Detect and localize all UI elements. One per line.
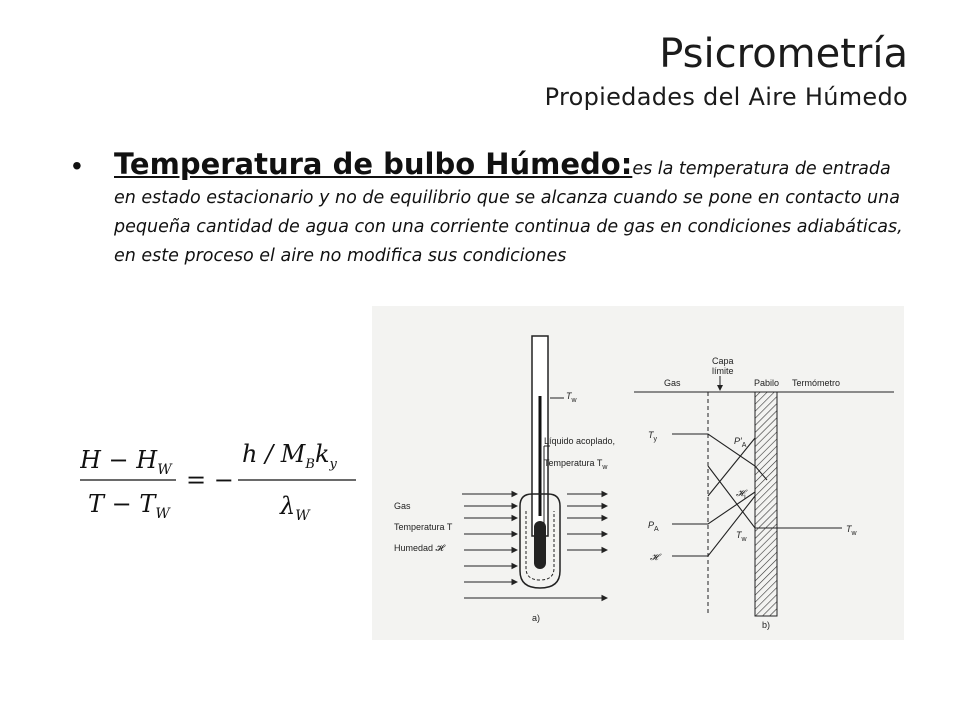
bullet-text [114,146,914,271]
label-tw-a: $T_w$ [566,391,577,404]
eq-lhs-denominator: $T - T_W$ [88,490,170,522]
label-capa: Capa [712,356,734,366]
bullet-dot-icon: • [72,150,82,181]
profile-pa-prime [708,438,755,496]
label-gas-a: Gas [394,501,411,511]
label-temp-t: Temperatura T [394,522,453,532]
label-pabilo: Pabilo [754,378,780,388]
wet-bulb-diagram [372,306,904,640]
eq-rhs-numerator: h / $M_Bk_y$ [242,440,337,472]
boundary-layer-diagram [634,376,894,616]
eq-rhs-denominator: $\lambda_W$ [280,492,310,524]
label-pa: $P_A$ [648,520,659,533]
label-termometro: Termómetro [792,378,841,388]
caption-a: a) [532,613,541,623]
title-subtitle: Propiedades del Aire Húmedo [544,83,908,111]
label-liquid: Líquido acoplado, [544,436,616,446]
wet-bulb-equation [80,436,360,526]
eq-equals: = − [186,466,234,494]
slide-title [545,30,908,112]
label-temp-tw: Temperatura $T_w$ [544,458,608,471]
thermometer-bulb [534,521,546,569]
eq-lhs-numerator: $H - H_W$ [80,446,172,478]
caption-b: b) [762,620,771,630]
label-tw-right: $T_w$ [846,524,857,537]
label-humidity: Humedad 𝓗 [394,543,444,553]
label-ty: $T_y$ [648,430,657,443]
label-tw-b: $T_w$ [736,530,747,543]
title-main: Psicrometría [659,31,908,77]
bullet-term: Temperatura de bulbo Húmedo: [114,147,633,181]
label-gas-b: Gas [664,378,681,388]
label-hi: 𝓗$_i$ [736,488,746,501]
label-h: 𝓗 [650,552,659,562]
label-limite: límite [712,366,734,376]
bullet-definition: es la temperatura de entrada en estado estacionario y no de equilibrio que se alcanza cuando se pone en contacto una pequeña cantidad de agua con una corriente continua de gas en condiciones adiabáticas, en este proceso el aire no modifica sus condiciones [114,159,903,266]
profile-h [672,496,755,556]
label-pa-prime: $P'_A$ [734,436,747,449]
b-wick-layer [755,392,777,616]
